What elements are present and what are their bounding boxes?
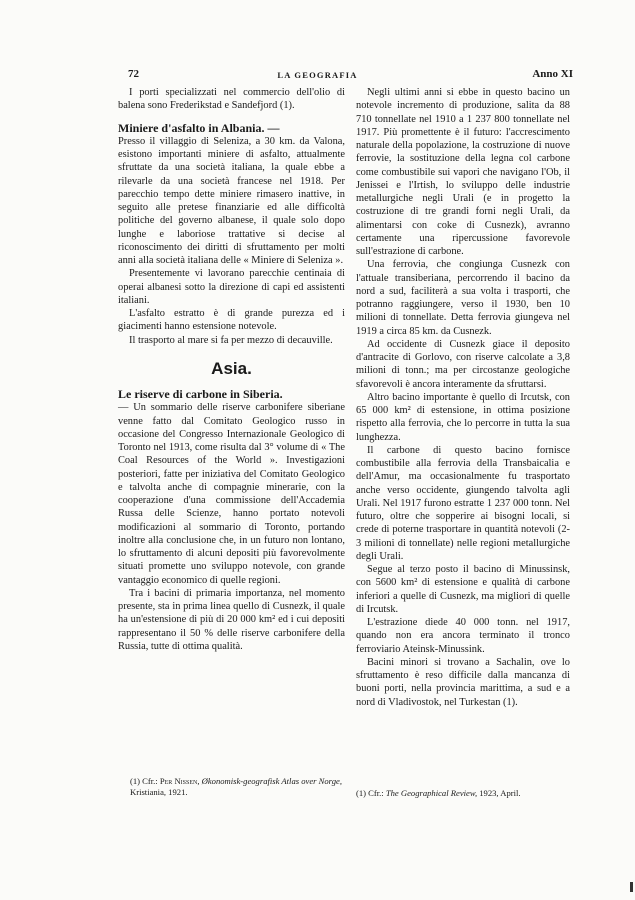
right-paragraph-6: Segue al terzo posto il bacino di Minussinsk, con 5600 km² di estensione e qualità di carbone inferiori a quelle di Cusnezk, ma migliori di quelle di Ircutsk. bbox=[356, 564, 570, 615]
albania-paragraph-4: Il trasporto al mare si fa per mezzo di decauville. bbox=[129, 334, 333, 346]
footnote-title: The Geographical Review, bbox=[385, 788, 478, 798]
right-paragraph-3: Ad occidente di Cusnezk giace il deposito d'antracite di Gorlovo, con riserve calcolate a 3,8 milioni di tonn.; ma per circostanze geologiche sfavorevoli è ancora interamente da sfruttarsi. bbox=[356, 338, 570, 390]
volume-label: Anno XI bbox=[532, 68, 573, 80]
albania-paragraph-2: Presentemente vi lavorano parecchie centinaia di operai albanesi sotto la direzione di capi ed assistenti italiani. bbox=[118, 268, 345, 306]
albania-heading: Miniere d'asfalto in Albania. — bbox=[118, 120, 280, 135]
left-column bbox=[118, 86, 345, 653]
scan-edge-mark bbox=[630, 882, 633, 892]
left-footnote bbox=[130, 776, 345, 798]
siberia-heading: Le riserve di carbone in Siberia. bbox=[118, 387, 283, 401]
right-paragraph-4: Altro bacino importante è quello di Ircutsk, con 65 000 km² di estensione, in ottima posizione rispetto alla ferrovia, che lo percorre in tutta la sua lunghezza. bbox=[356, 391, 570, 443]
asia-section-heading: Asia. bbox=[211, 358, 252, 378]
footnote-rest: 1923, April. bbox=[477, 788, 521, 798]
footnote-title: Økonomisk-geografisk Atlas over Norge, bbox=[201, 776, 342, 786]
right-paragraph-1: Negli ultimi anni si ebbe in questo bacino un notevole incremento di produzione, salita da 88 710 tonnellate nel 1910 a 1 237 800 tonnellate nel 1917. Più promettente è il futuro: l'accrescimento naturale della popolazione, la costruzione di nuove ferrovie, la sostituzione della legna col carbone come combustibile sui vapori che navigano l'Ob, il Jenissei e l'Irtish, lo sviluppo delle industrie metallurgiche negli Urali (e in progetto la costruzione di tre grandi forni negli Urali, da alimentarsi con coke di Cusnezk), avranno certamente una ripercussione favorevole sull'estrazione di carbone. bbox=[356, 87, 570, 257]
albania-paragraph-1: Presso il villaggio di Seleniza, a 30 km. da Valona, esistono importanti miniere di asfalto, attualmente sfruttate da una società italiana, la quale ebbe a rilevarle da una società francese nel 1918. Per parecchio tempo dette miniere rimasero inattive, in seguito alle pretese finanziarie ed alle difficoltà politiche del governo albanese, il quale solo dopo lunghe e laboriose trattative si decise al riconoscimento dei diritti di sfruttamento per molti anni alla società italiana delle « Miniere di Seleniza ». bbox=[118, 135, 345, 266]
right-paragraph-2: Una ferrovia, che congiunga Cusnezk con l'attuale transiberiana, percorrendo il bacino da nord a sud, faciliterà a sua volta i trasporti, che potranno raggiungere, verso il 1930, ben 10 milioni di tonnellate. Detta ferrovia giungeva nel 1919 a circa 85 km. da Cusnezk. bbox=[356, 259, 570, 337]
footnote-prefix: (1) Cfr.: bbox=[130, 776, 160, 786]
siberia-paragraph-1: — Un sommario delle riserve carbonifere siberiane venne fatto dal Comitato Geologico russo in occasione del Congresso Internazionale Geologico di Toronto nel 1913, come risulta dal 3° volume di « The Coal Resources of the World ». Investigazioni posteriori, fatte per iniziativa del Comitato Geologico e talvolta anche di compagnie minerarie, con la cooperazione d'una commissione dell'Accademia Russa delle Scienze, hanno portato notevoli modificazioni al sommario di Toronto, portando inoltre alla conclusione che, in un futuro non lontano, lo sfruttamento di alcuni depositi più favorevolmente situati promette uno sviluppo notevole, con grande vantaggio economico di quelle regioni. bbox=[118, 402, 345, 586]
siberia-paragraph-2: Tra i bacini di primaria importanza, nel momento presente, sta in prima linea quello di Cusnezk, il quale ha un'estensione di più di 20 000 km² ed i cui depositi rappresentano il 50 % delle riserve carbonifere della Russia, tutte di ottima qualità. bbox=[118, 587, 345, 652]
footnote-prefix: (1) Cfr.: bbox=[356, 788, 386, 798]
right-paragraph-5: Il carbone di questo bacino fornisce combustibile alla ferrovia della Transbaicalia e dell'Amur, ma occasionalmente fu trasportato anche verso occidente, giungendo talvolta agli Urali. Nel 1917 furono estratte 1 237 000 tonn. Nel futuro, oltre che sopperire ai bisogni locali, si crede di poterne trasportare in quantità notevoli (2-3 milioni di tonnellate) nelle regioni metallurgiche degli Urali. bbox=[356, 444, 570, 562]
right-column bbox=[356, 86, 570, 709]
right-paragraph-7: L'estrazione diede 40 000 tonn. nel 1917, quando non era ancora terminato il tronco ferroviario Ateinsk-Minussink. bbox=[356, 617, 570, 655]
right-footnote bbox=[356, 788, 576, 799]
right-paragraph-8: Bacini minori si trovano a Sachalin, ove lo sfruttamento è reso difficile dalla mancanza di buoni porti, nella provincia marittima, a sud e a nord di Vladivostok, nel Turkestan (1). bbox=[356, 656, 570, 708]
page-number: 72 bbox=[128, 68, 139, 80]
albania-paragraph-3: L'asfalto estratto è di grande purezza ed i giacimenti hanno estensione notevole. bbox=[118, 308, 345, 333]
running-title: LA GEOGRAFIA bbox=[277, 70, 358, 80]
footnote-rest: Kristiania, 1921. bbox=[130, 787, 188, 797]
intro-paragraph: I porti specializzati nel commercio dell'olio di balena sono Frederikstad e Sandefjord (1). bbox=[118, 87, 345, 112]
footnote-author: Per Nissen, bbox=[159, 776, 200, 786]
